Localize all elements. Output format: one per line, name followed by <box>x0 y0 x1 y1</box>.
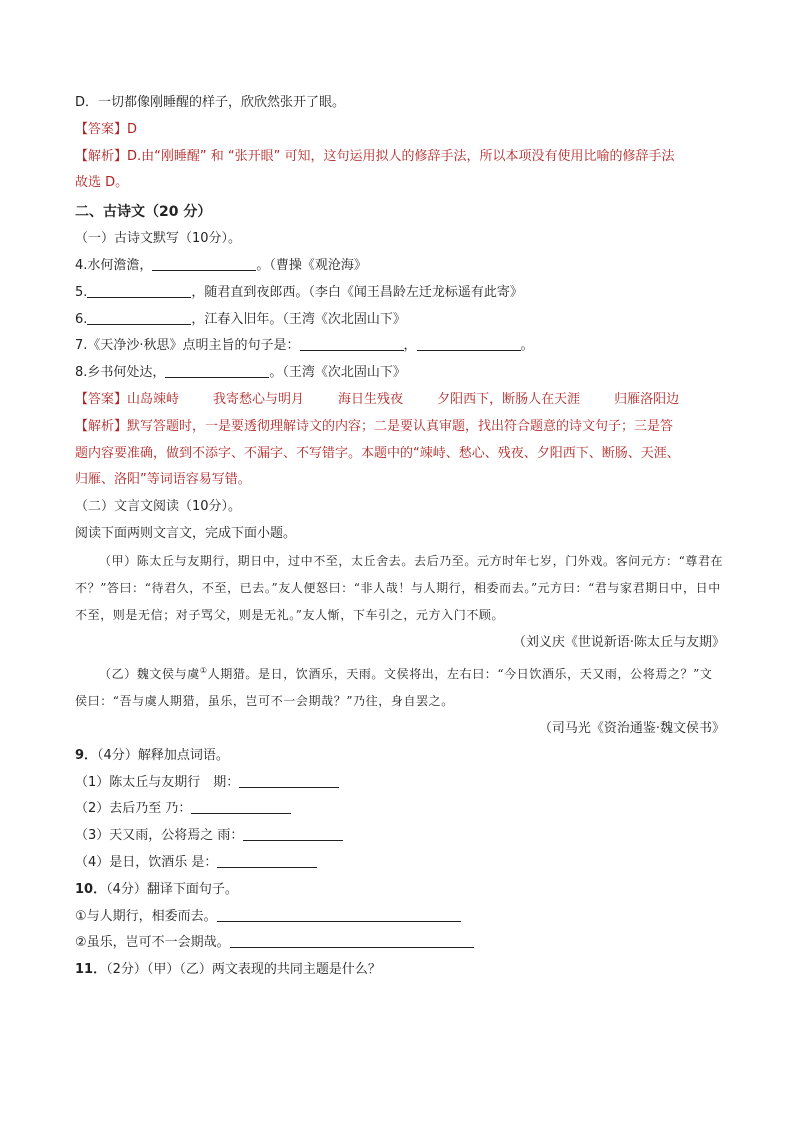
question-9 <box>75 743 725 770</box>
answer-blank[interactable] <box>417 336 521 351</box>
answer-blank[interactable] <box>87 283 191 298</box>
part1-title: （一）古诗文默写（10分）。 <box>75 231 242 247</box>
answer-blank[interactable] <box>165 363 269 378</box>
question-text: 水何澹澹， <box>87 257 153 273</box>
q9-item-text: （2）去后乃至 乃： <box>75 801 192 817</box>
answer-blank[interactable] <box>152 256 256 271</box>
footnote-marker: ① <box>199 665 208 675</box>
instruction: 阅读下面两则文言文，完成下面小题。 <box>75 525 297 541</box>
question-text: ，随君直到夜郎西。（李白《闻王昌龄左迁龙标遥有此寄》 <box>191 284 523 300</box>
question-text: 乡书何处达， <box>87 365 166 381</box>
answer-label: 【答案】 <box>75 121 128 137</box>
question-text: 。（王湾《次北固山下》 <box>269 365 406 381</box>
analysis-quote: “刚睡醒” <box>154 148 207 164</box>
question-5 <box>75 280 725 307</box>
answer-blank[interactable] <box>239 773 339 788</box>
q9-item-text: （1）陈太丘与友期行 期： <box>75 774 240 790</box>
analysis-text: 和 <box>206 148 228 164</box>
q9-item-text: （3）天又雨，公将焉之 雨： <box>75 828 244 844</box>
answer-blank[interactable] <box>230 933 474 948</box>
question-text: 。 <box>520 338 534 354</box>
analysis-2-line3: 归雁、洛阳”等词语容易写错。 <box>75 472 251 488</box>
source-yi: （司马光《资治通鉴·魏文侯书》 <box>538 720 725 736</box>
question-number: 8. <box>75 365 88 381</box>
question-8 <box>75 360 725 387</box>
answer-blank[interactable] <box>217 907 461 922</box>
answer-blank[interactable] <box>217 853 317 868</box>
document-page <box>75 90 725 984</box>
analysis-1-line2: 故选 D。 <box>75 175 129 191</box>
question-score: （4分） <box>97 747 138 763</box>
question-number: 10． <box>75 881 107 897</box>
q10-item-text: ①与人期行，相委而去。 <box>75 908 217 924</box>
q9-item <box>75 823 725 850</box>
answer-item: 归雁洛阳边 <box>614 391 680 407</box>
analysis-2 <box>75 414 725 441</box>
question-text: ， <box>403 338 417 354</box>
passage-text: （乙）魏文侯与虞 <box>99 666 200 681</box>
question-6 <box>75 307 725 334</box>
question-10 <box>75 877 725 904</box>
question-number: 9． <box>75 747 98 763</box>
analysis-1 <box>75 144 725 171</box>
answer-1 <box>75 117 725 144</box>
question-text: 解释加点词语。 <box>137 747 229 763</box>
question-number: 5. <box>75 284 88 300</box>
question-number: 6. <box>75 311 88 327</box>
answer-blank[interactable] <box>87 310 191 325</box>
answer-label: 【答案】 <box>75 391 128 407</box>
q10-item <box>75 904 725 931</box>
section-title: 二、古诗文（20 分） <box>75 204 212 221</box>
analysis-text: 可知，这句运用拟人的修辞手法，所以本项没有使用比喻的修辞手法 <box>280 148 675 164</box>
answer-blank[interactable] <box>243 826 343 841</box>
q10-item <box>75 930 725 957</box>
q9-item <box>75 850 725 877</box>
question-score: （4分） <box>106 881 147 897</box>
question-number: 7. <box>75 338 88 354</box>
part2-title: （二）文言文阅读（10分）。 <box>75 499 242 515</box>
analysis-2-line2: 题内容要准确，做到不添字、不漏字、不写错字。本题中的“竦峙、愁心、残夜、夕阳西下、断肠、天涯、 <box>75 445 680 461</box>
question-7 <box>75 333 725 360</box>
question-4 <box>75 253 725 280</box>
passage-yi <box>75 657 725 715</box>
option-d: D．一切都像刚睡醒的样子，欣欣然张开了眼。 <box>75 95 346 110</box>
q9-item <box>75 770 725 797</box>
answer-item: 海日生残夜 <box>338 391 404 407</box>
q9-item-text: （4）是日，饮酒乐 是： <box>75 854 218 870</box>
analysis-quote: “张开眼” <box>227 148 281 164</box>
question-text: ，江春入旧年。（王湾《次北固山下》 <box>191 311 406 327</box>
passage-text: 人期猎。是日，饮酒乐，天雨。文侯将出，左右曰：“今日饮酒乐，天又雨，公将焉之？”文侯曰：“吾与虞人期猎，虽乐，岂可不一会期哉？”乃往，身自罢之。 <box>75 666 713 708</box>
analysis-text: 默写答题时，一是要透彻理解诗文的内容；二是要认真审题，找出符合题意的诗文句子；三是答 <box>127 418 674 434</box>
passage-jia: （甲）陈太丘与友期行，期日中，过中不至，太丘舍去。去后乃至。元方时年七岁，门外戏。客问元方：“尊君在不？”答曰：“待君久，不至，已去。”友人便怒曰：“非人哉！与人期行，相委而去。”元方曰：“君与家君期日中，日中不至，则是无信；对子骂父，则是无礼。”友人惭，下车引之，元方入门不顾。 <box>75 553 724 622</box>
answer-item: 山岛竦峙 <box>127 391 180 407</box>
answer-blank[interactable] <box>300 336 404 351</box>
question-number: 4. <box>75 257 88 273</box>
question-text: 。（曹操《观沧海》 <box>256 257 367 273</box>
question-11 <box>75 957 725 984</box>
answer-value: D <box>127 121 138 137</box>
q9-item <box>75 796 725 823</box>
analysis-text: D.由 <box>127 148 155 164</box>
analysis-label: 【解析】 <box>75 418 128 434</box>
answer-2 <box>75 387 725 414</box>
question-text: 翻译下面句子。 <box>146 881 238 897</box>
q10-item-text: ②虽乐，岂可不一会期哉。 <box>75 935 230 951</box>
question-text: 《天净沙·秋思》点明主旨的句子是： <box>87 338 300 354</box>
question-number: 11． <box>75 962 107 978</box>
question-text: （甲）（乙）两文表现的共同主题是什么？ <box>146 962 381 978</box>
answer-item: 夕阳西下，断肠人在天涯 <box>437 391 581 407</box>
analysis-label: 【解析】 <box>75 148 128 164</box>
answer-item: 我寄愁心与明月 <box>213 391 305 407</box>
source-jia: （刘义庆《世说新语·陈太丘与友期》 <box>512 634 725 650</box>
question-score: （2分） <box>106 962 147 978</box>
answer-blank[interactable] <box>191 799 291 814</box>
